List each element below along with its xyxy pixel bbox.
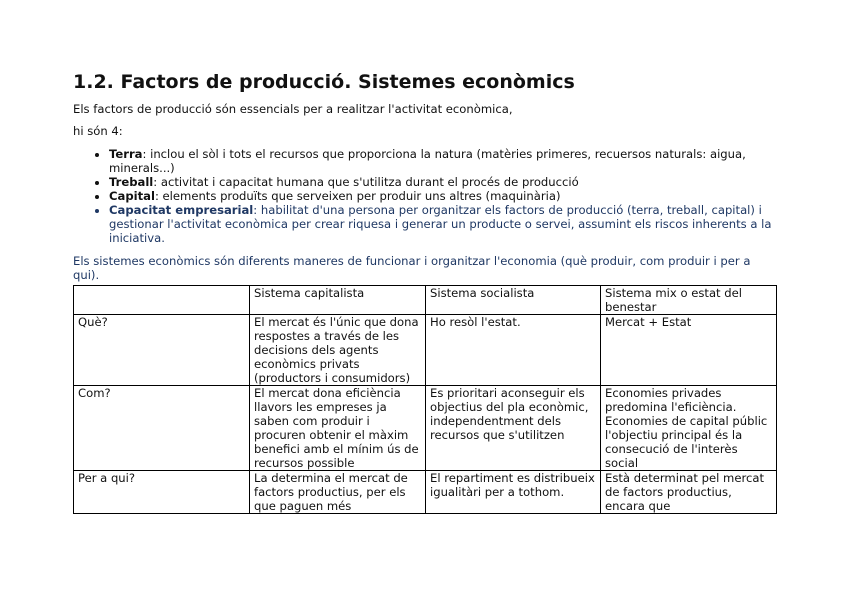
factor-item-treball: [109, 175, 776, 189]
intro-paragraph: Els factors de producció són essencials per a realitzar l'activitat econòmica,: [73, 102, 513, 116]
factor-term: Treball: [109, 175, 154, 189]
table-row: [74, 471, 777, 514]
table-cell: Ho resòl l'estat.: [426, 315, 601, 386]
table-row: [74, 386, 777, 471]
table-cell: Economies privades predomina l'eficiència. Economies de capital públic l'objectiu principal és la consecució de l'interès social: [601, 386, 777, 471]
factor-term: Capital: [109, 189, 155, 203]
factor-description: : inclou el sòl i tots el recursos que proporciona la natura (matèries primeres, recuersos naturals: aigua, minerals...): [109, 147, 746, 175]
page-title: 1.2. Factors de producció. Sistemes econòmics: [73, 71, 575, 93]
row-label-cell: Què?: [74, 315, 250, 386]
factor-item-capital: [109, 189, 776, 203]
table-header-row: [74, 286, 777, 315]
factor-description: : elements produïts que serveixen per produir uns altres (maquinària): [154, 189, 561, 203]
factor-item-terra: [109, 147, 776, 175]
intro-paragraph-continued: hi són 4:: [73, 124, 123, 138]
table-header-cell: Sistema capitalista: [250, 286, 426, 315]
factor-item-capacitat-empresarial: [109, 203, 776, 245]
table-cell: Es prioritari aconseguir els objectius del pla econòmic, independentment dels recursos que s'utilitzen: [426, 386, 601, 471]
factor-description: : activitat i capacitat humana que s'utilitza durant el procés de producció: [153, 175, 579, 189]
row-label-cell: Per a qui?: [74, 471, 250, 514]
table-cell: El mercat és l'únic que dona respostes a través de les decisions dels agents econòmics privats (productors i consumidors): [250, 315, 426, 386]
factor-term: Terra: [109, 147, 143, 161]
factors-list: [73, 147, 776, 245]
table-cell: Està determinat pel mercat de factors productius, encara que: [601, 471, 777, 514]
table-row: [74, 315, 777, 386]
factor-description: : habilitat d'una persona per organitzar els factors de producció (terra, treball, capital) i gestionar l'activitat econòmica per crear riquesa i generar un producte o servei, assumint els riscos inherents a la iniciativa.: [109, 203, 772, 245]
document-page: [73, 70, 776, 514]
economic-systems-table: [73, 285, 777, 514]
table-cell: El repartiment es distribueix igualitàri per a tothom.: [426, 471, 601, 514]
table-cell: Mercat + Estat: [601, 315, 777, 386]
table-cell: [74, 286, 250, 315]
table-cell: El mercat dona eficiència llavors les empreses ja saben com produir i procuren obtenir el màxim benefici amb el mínim ús de recursos possible: [250, 386, 426, 471]
row-label-cell: Com?: [74, 386, 250, 471]
table-cell: La determina el mercat de factors productius, per els que paguen més: [250, 471, 426, 514]
table-header-cell: Sistema socialista: [426, 286, 601, 315]
table-header-cell: Sistema mix o estat del benestar: [601, 286, 777, 315]
factor-term: Capacitat empresarial: [109, 203, 254, 217]
systems-intro-paragraph: Els sistemes econòmics són diferents maneres de funcionar i organitzar l'economia (què produir, com produir i per a qui).: [73, 254, 751, 282]
